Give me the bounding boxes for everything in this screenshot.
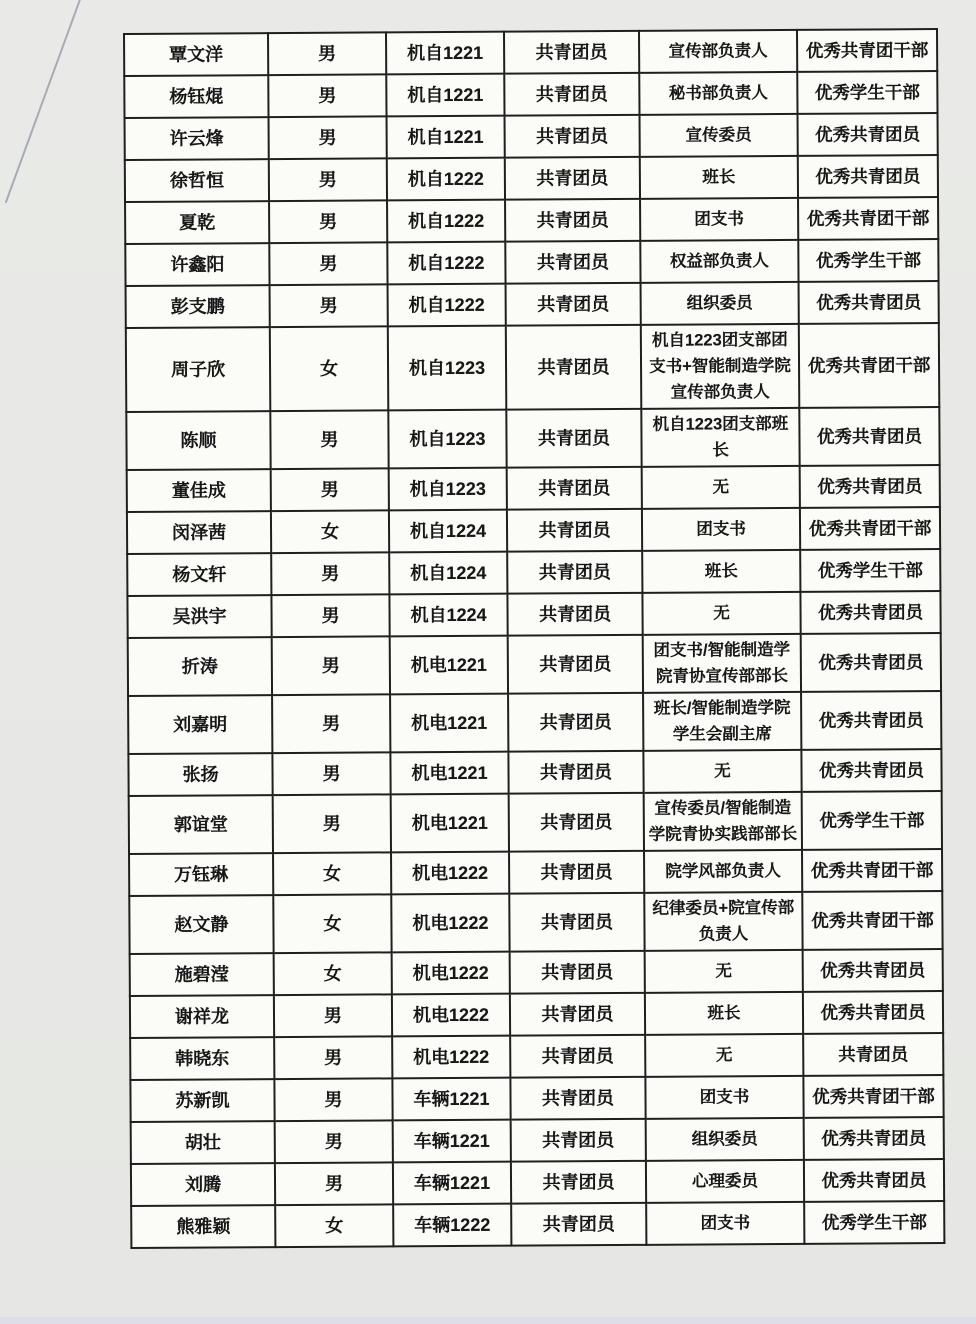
table-row (124, 71, 937, 118)
cell-honor: 优秀共青团干部 (802, 891, 942, 950)
cell-honor: 优秀共青团员 (800, 591, 940, 634)
table-row (130, 991, 943, 1038)
cell-class_name: 车辆1221 (393, 1120, 511, 1163)
student-roster-table (123, 28, 945, 1249)
cell-political_status: 共青团员 (506, 325, 642, 410)
cell-name: 吴洪宇 (127, 595, 271, 638)
cell-political_status: 共青团员 (511, 1119, 646, 1162)
cell-class_name: 机自1221 (387, 116, 505, 159)
cell-position: 团支书 (646, 1202, 804, 1245)
cell-honor: 优秀共青团干部 (799, 323, 940, 408)
cell-class_name: 机自1224 (389, 510, 507, 553)
cell-honor: 优秀学生干部 (797, 71, 937, 114)
cell-position: 班长/智能制造学院学生会副主席 (643, 692, 801, 751)
cell-honor: 优秀共青团干部 (798, 197, 938, 240)
cell-political_status: 共青团员 (509, 851, 644, 894)
cell-name: 施碧滢 (130, 953, 274, 996)
cell-gender: 女 (273, 852, 391, 895)
cell-political_status: 共青团员 (510, 993, 645, 1036)
cell-position: 团支书 (642, 508, 800, 551)
cell-honor: 优秀共青团员 (799, 407, 939, 466)
cell-position: 无 (642, 466, 800, 509)
cell-political_status: 共青团员 (510, 1077, 645, 1120)
cell-political_status: 共青团员 (506, 283, 641, 326)
cell-gender: 男 (269, 200, 387, 243)
table-row (125, 197, 938, 244)
cell-class_name: 机自1222 (387, 200, 505, 243)
scan-bottom-edge (0, 1317, 976, 1324)
cell-class_name: 机自1221 (386, 32, 504, 75)
table-row (131, 1201, 944, 1248)
cell-gender: 女 (270, 326, 389, 411)
cell-honor: 优秀共青团员 (798, 155, 938, 198)
cell-honor: 优秀共青团干部 (802, 849, 942, 892)
cell-gender: 女 (273, 894, 391, 953)
cell-gender: 女 (274, 952, 392, 995)
cell-position: 无 (645, 950, 803, 993)
cell-position: 宣传部负责人 (639, 30, 797, 73)
cell-gender: 男 (270, 284, 388, 327)
table-row (130, 949, 943, 996)
cell-honor: 优秀共青团员 (798, 113, 938, 156)
cell-name: 张扬 (128, 753, 272, 796)
table-row (127, 549, 940, 596)
cell-position: 团支书 (640, 198, 798, 241)
cell-gender: 男 (269, 242, 387, 285)
cell-honor: 优秀共青团员 (803, 991, 943, 1034)
cell-name: 杨钰焜 (124, 75, 268, 118)
cell-gender: 男 (271, 552, 389, 595)
cell-honor: 优秀学生干部 (800, 549, 940, 592)
table-row (130, 1033, 943, 1080)
cell-gender: 男 (274, 994, 392, 1037)
cell-class_name: 机电1222 (391, 894, 509, 953)
cell-position: 团支书 (645, 1076, 803, 1119)
cell-position: 组织委员 (641, 282, 799, 325)
cell-position: 秘书部负责人 (639, 72, 797, 115)
cell-class_name: 机电1222 (391, 852, 509, 895)
cell-gender: 男 (273, 794, 391, 853)
cell-honor: 优秀共青团员 (800, 465, 940, 508)
cell-name: 董佳成 (127, 469, 271, 512)
cell-class_name: 机电1221 (390, 694, 508, 753)
cell-name: 周子欣 (126, 327, 271, 412)
cell-class_name: 车辆1221 (392, 1078, 510, 1121)
cell-gender: 男 (272, 752, 390, 795)
cell-gender: 男 (271, 468, 389, 511)
cell-gender: 女 (271, 510, 389, 553)
cell-name: 刘嘉明 (128, 695, 272, 754)
cell-gender: 男 (268, 32, 386, 75)
table-row (128, 691, 941, 754)
table-row (129, 891, 942, 954)
cell-position: 权益部负责人 (640, 240, 798, 283)
cell-honor: 优秀共青团员 (799, 281, 939, 324)
cell-honor: 优秀共青团干部 (803, 1075, 943, 1118)
cell-name: 韩晓东 (130, 1037, 274, 1080)
cell-political_status: 共青团员 (511, 1203, 646, 1246)
cell-name: 折涛 (128, 637, 272, 696)
cell-position: 无 (645, 1034, 803, 1077)
scan-fold-line-artifact (0, 0, 120, 220)
cell-position: 宣传委员 (640, 114, 798, 157)
cell-position: 班长 (640, 156, 798, 199)
cell-political_status: 共青团员 (510, 951, 645, 994)
cell-political_status: 共青团员 (508, 635, 643, 694)
cell-name: 许云烽 (125, 117, 269, 160)
table-row (127, 507, 940, 554)
cell-honor: 共青团员 (803, 1033, 943, 1076)
cell-position: 宣传委员/智能制造学院青协实践部部长 (644, 792, 802, 851)
cell-name: 许鑫阳 (125, 243, 269, 286)
cell-position: 纪律委员+院宣传部负责人 (644, 892, 802, 951)
cell-class_name: 车辆1222 (393, 1204, 511, 1247)
table-row (127, 591, 940, 638)
cell-name: 陈顺 (126, 411, 270, 470)
table-row (124, 29, 937, 76)
table-row (128, 633, 941, 696)
cell-position: 班长 (642, 550, 800, 593)
cell-honor: 优秀共青团员 (804, 1159, 944, 1202)
table-row (127, 465, 940, 512)
table-row (126, 407, 939, 470)
cell-name: 覃文洋 (124, 33, 268, 76)
table-row (126, 281, 939, 328)
cell-political_status: 共青团员 (511, 1161, 646, 1204)
cell-gender: 男 (272, 694, 390, 753)
cell-class_name: 机电1221 (391, 794, 509, 853)
cell-class_name: 机电1221 (390, 752, 508, 795)
cell-position: 机自1223团支部班长 (641, 408, 799, 467)
cell-honor: 优秀共青团员 (803, 949, 943, 992)
cell-name: 徐哲恒 (125, 159, 269, 202)
table-row (131, 1159, 944, 1206)
cell-political_status: 共青团员 (508, 751, 643, 794)
cell-class_name: 车辆1221 (393, 1162, 511, 1205)
cell-gender: 男 (270, 410, 388, 469)
cell-honor: 优秀共青团员 (801, 749, 941, 792)
cell-honor: 优秀学生干部 (804, 1201, 944, 1244)
cell-political_status: 共青团员 (505, 241, 640, 284)
cell-class_name: 机自1223 (388, 326, 507, 411)
cell-gender: 男 (275, 1120, 393, 1163)
cell-political_status: 共青团员 (507, 467, 642, 510)
cell-name: 夏乾 (125, 201, 269, 244)
table-row (125, 155, 938, 202)
cell-name: 刘腾 (131, 1163, 275, 1206)
cell-position: 无 (642, 592, 800, 635)
cell-class_name: 机电1222 (392, 952, 510, 995)
table-row (130, 1075, 943, 1122)
cell-class_name: 机电1222 (392, 994, 510, 1037)
cell-name: 苏新凯 (130, 1079, 274, 1122)
cell-name: 彭支鹏 (126, 285, 270, 328)
roster-table-body (124, 29, 944, 1248)
cell-name: 闵泽茜 (127, 511, 271, 554)
cell-class_name: 机电1221 (390, 636, 508, 695)
cell-honor: 优秀共青团员 (801, 691, 941, 750)
cell-position: 院学风部负责人 (644, 850, 802, 893)
cell-position: 团支书/智能制造学院青协宣传部部长 (643, 634, 801, 693)
cell-position: 班长 (645, 992, 803, 1035)
cell-political_status: 共青团员 (507, 551, 642, 594)
cell-honor: 优秀共青团员 (801, 633, 941, 692)
cell-honor: 优秀学生干部 (798, 239, 938, 282)
cell-name: 赵文静 (129, 895, 273, 954)
cell-gender: 男 (271, 594, 389, 637)
cell-honor: 优秀学生干部 (802, 791, 942, 850)
cell-position: 组织委员 (646, 1118, 804, 1161)
cell-class_name: 机自1222 (387, 158, 505, 201)
cell-class_name: 机自1224 (389, 594, 507, 637)
cell-class_name: 机自1222 (388, 284, 506, 327)
cell-class_name: 机电1222 (392, 1036, 510, 1079)
cell-name: 胡壮 (131, 1121, 275, 1164)
cell-gender: 男 (275, 1162, 393, 1205)
cell-political_status: 共青团员 (505, 199, 640, 242)
cell-honor: 优秀共青团员 (804, 1117, 944, 1160)
cell-gender: 男 (269, 116, 387, 159)
cell-class_name: 机自1223 (388, 410, 506, 469)
cell-name: 郭谊堂 (129, 795, 273, 854)
cell-gender: 男 (274, 1078, 392, 1121)
cell-class_name: 机自1224 (389, 552, 507, 595)
cell-gender: 女 (275, 1204, 393, 1247)
table-row (128, 749, 941, 796)
cell-class_name: 机自1223 (389, 468, 507, 511)
cell-political_status: 共青团员 (505, 157, 640, 200)
cell-name: 杨文轩 (127, 553, 271, 596)
table-row (131, 1117, 944, 1164)
table-row (125, 239, 938, 286)
cell-gender: 男 (269, 158, 387, 201)
cell-political_status: 共青团员 (505, 115, 640, 158)
cell-political_status: 共青团员 (504, 31, 639, 74)
cell-class_name: 机自1221 (386, 74, 504, 117)
cell-gender: 男 (268, 74, 386, 117)
cell-position: 机自1223团支部团支书+智能制造学院宣传部负责人 (641, 324, 800, 409)
cell-honor: 优秀共青团干部 (800, 507, 940, 550)
cell-position: 无 (643, 750, 801, 793)
cell-political_status: 共青团员 (509, 893, 644, 952)
cell-name: 熊雅颖 (131, 1205, 275, 1248)
cell-honor: 优秀共青团干部 (797, 29, 937, 72)
cell-gender: 男 (274, 1036, 392, 1079)
cell-political_status: 共青团员 (506, 409, 641, 468)
cell-political_status: 共青团员 (504, 73, 639, 116)
cell-name: 谢祥龙 (130, 995, 274, 1038)
cell-political_status: 共青团员 (507, 509, 642, 552)
table-row (129, 791, 942, 854)
cell-political_status: 共青团员 (507, 593, 642, 636)
table-row (126, 323, 939, 412)
cell-political_status: 共青团员 (510, 1035, 645, 1078)
cell-gender: 男 (272, 636, 390, 695)
roster-table-container (123, 28, 943, 1249)
cell-class_name: 机自1222 (387, 242, 505, 285)
cell-name: 万钰琳 (129, 853, 273, 896)
table-row (129, 849, 942, 896)
cell-political_status: 共青团员 (508, 693, 643, 752)
cell-position: 心理委员 (646, 1160, 804, 1203)
table-row (125, 113, 938, 160)
cell-political_status: 共青团员 (509, 793, 644, 852)
